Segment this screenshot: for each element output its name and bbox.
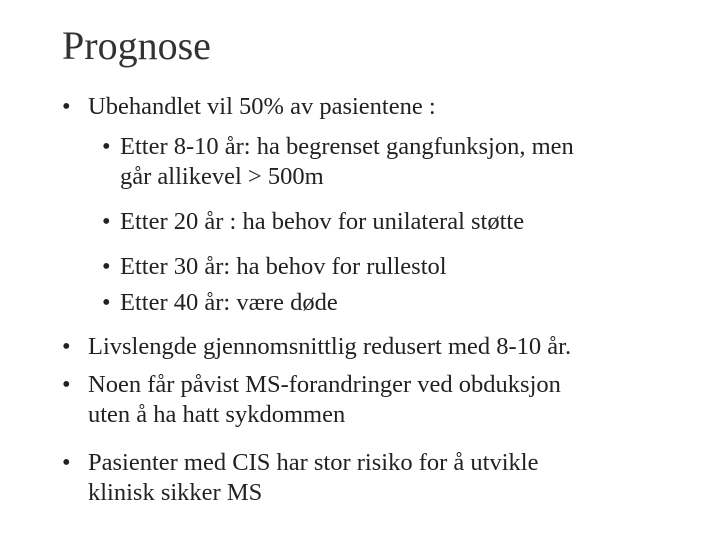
bullet-icon: • xyxy=(62,449,71,476)
bullet-item xyxy=(62,370,561,430)
bullet-icon: • xyxy=(62,333,71,360)
bullet-line: Pasienter med CIS har stor risiko for å utvikle xyxy=(88,449,539,476)
bullet-icon: • xyxy=(102,253,111,280)
bullet-line: Etter 30 år: ha behov for rullestol xyxy=(120,253,447,280)
bullet-item xyxy=(62,332,571,362)
bullet-icon: • xyxy=(102,289,111,316)
bullet-icon: • xyxy=(102,208,111,235)
bullet-icon: • xyxy=(102,133,111,160)
bullet-line: Noen får påvist MS-forandringer ved obduksjon xyxy=(88,371,561,398)
slide-title: Prognose xyxy=(62,23,211,68)
sub-bullet-item xyxy=(102,207,524,237)
bullet-icon: • xyxy=(62,93,71,120)
sub-bullet-item xyxy=(102,132,574,192)
bullet-icon: • xyxy=(62,371,71,398)
bullet-line: Etter 8-10 år: ha begrenset gangfunksjon, men xyxy=(120,133,574,160)
bullet-line: går allikevel > 500m xyxy=(120,163,324,190)
bullet-item xyxy=(62,92,436,122)
bullet-line: Livslengde gjennomsnittlig redusert med 8-10 år. xyxy=(88,333,572,360)
bullet-line: Etter 20 år : ha behov for unilateral støtte xyxy=(120,208,525,235)
bullet-item xyxy=(62,448,538,508)
bullet-line: uten å ha hatt sykdommen xyxy=(88,401,346,428)
sub-bullet-item xyxy=(102,288,338,318)
bullet-line: Etter 40 år: være døde xyxy=(120,289,338,316)
bullet-line: Ubehandlet vil 50% av pasientene : xyxy=(88,93,436,120)
bullet-line: klinisk sikker MS xyxy=(88,479,263,506)
sub-bullet-item xyxy=(102,252,447,282)
